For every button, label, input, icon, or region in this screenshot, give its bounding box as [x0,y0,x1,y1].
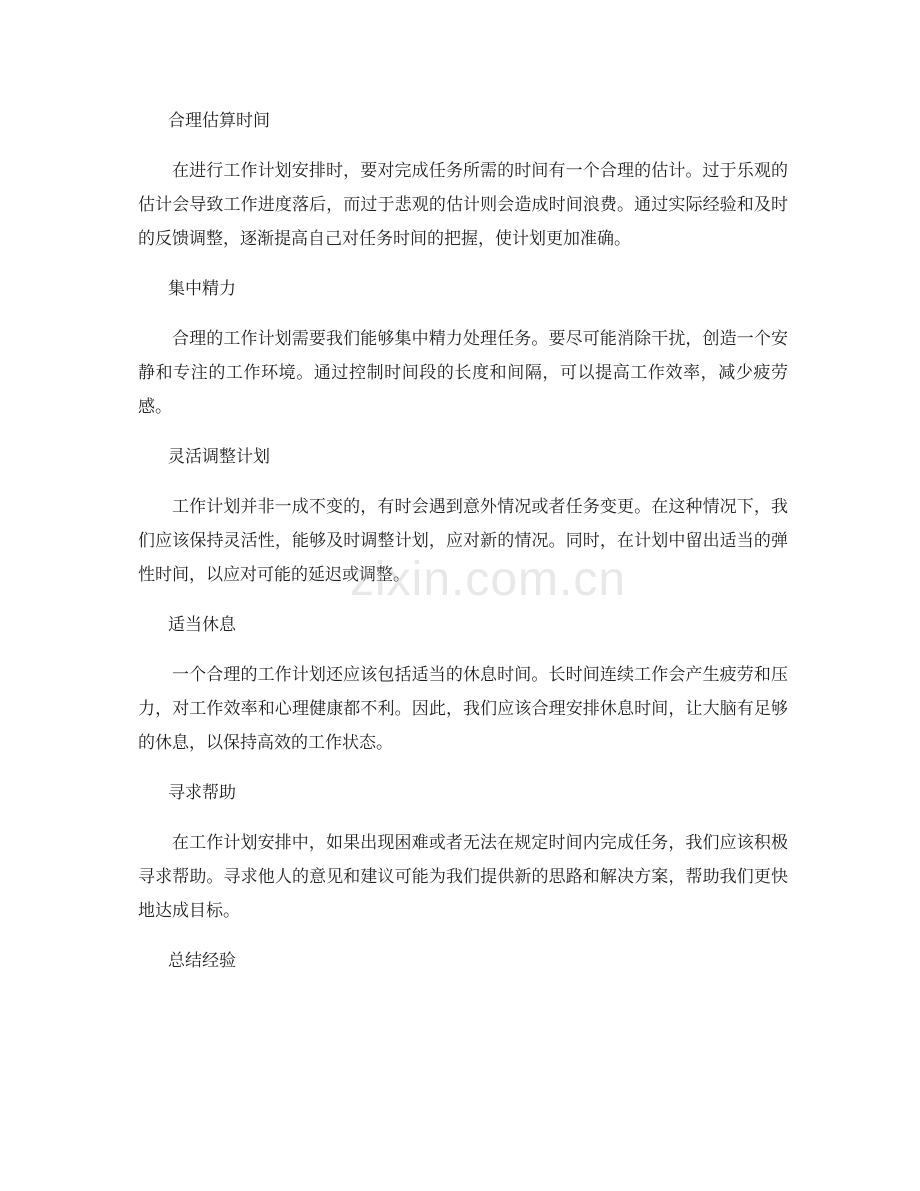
section-heading-rest: 适当休息 [168,615,236,635]
section-heading-focus: 集中精力 [168,279,236,299]
section-heading-summary: 总结经验 [168,951,236,971]
section-heading-flexible-adjust: 灵活调整计划 [168,447,270,467]
watermark: zixin.com.cn [350,553,627,606]
section-paragraph-rest: 一个合理的工作计划还应该包括适当的休息时间。长时间连续工作会产生疲劳和压力，对工作效率和心理健康都不利。因此，我们应该合理安排休息时间，让大脑有足够的休息，以保持高效的工作状态。 [138,665,788,753]
document-body [138,104,788,994]
section-paragraph-estimate-time: 在进行工作计划安排时，要对完成任务所需的时间有一个合理的估计。过于乐观的估计会导致工作进度落后，而过于悲观的估计则会造成时间浪费。通过实际经验和及时的反馈调整，逐渐提高自己对任务时间的把握，使计划更加准确。 [138,161,788,249]
section-heading-estimate-time: 合理估算时间 [168,111,270,131]
section-paragraph-seek-help: 在工作计划安排中，如果出现困难或者无法在规定时间内完成任务，我们应该积极寻求帮助。寻求他人的意见和建议可能为我们提供新的思路和解决方案，帮助我们更快地达成目标。 [138,833,788,921]
section-paragraph-focus: 合理的工作计划需要我们能够集中精力处理任务。要尽可能消除干扰，创造一个安静和专注的工作环境。通过控制时间段的长度和间隔，可以提高工作效率，减少疲劳感。 [138,329,788,417]
section-heading-seek-help: 寻求帮助 [168,783,236,803]
section-paragraph-flexible-adjust: 工作计划并非一成不变的，有时会遇到意外情况或者任务变更。在这种情况下，我们应该保持灵活性，能够及时调整计划，应对新的情况。同时，在计划中留出适当的弹性时间，以应对可能的延迟或调整。 [138,497,788,585]
